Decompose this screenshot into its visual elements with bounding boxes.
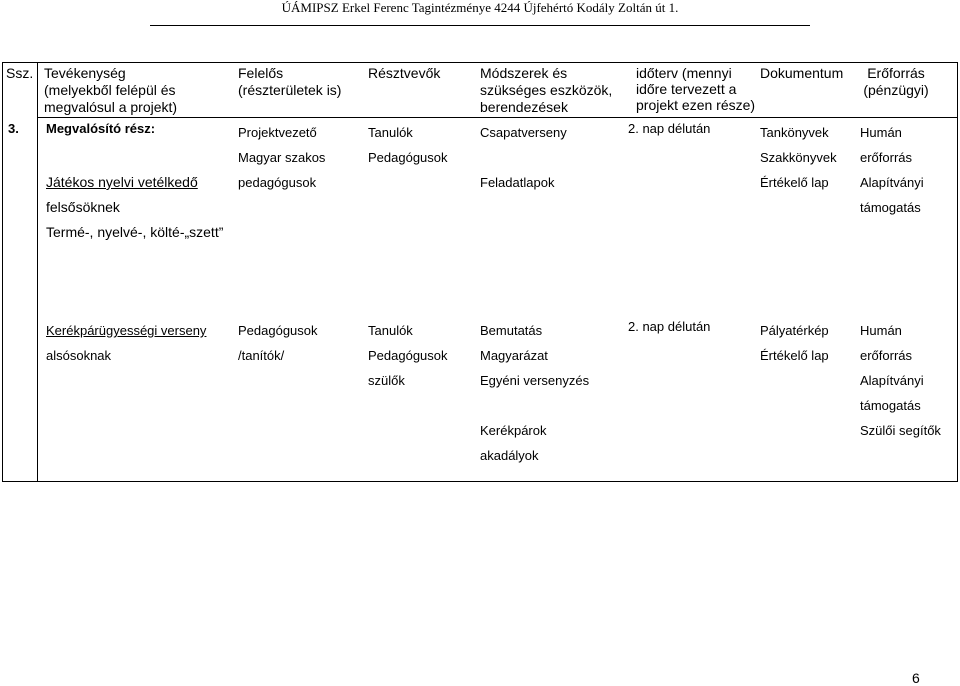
block2-participants-line: szülők: [368, 373, 405, 388]
block1-participants-line: Tanulók: [368, 125, 413, 140]
block1-responsible-line: Projektvezető: [238, 125, 317, 140]
block1-responsible-line: pedagógusok: [238, 175, 317, 190]
block2-activity-line: Kerékpárügyességi verseny: [46, 323, 207, 338]
block1-resources-line: Humán: [860, 125, 902, 140]
block1-documentation: [760, 120, 837, 195]
column-header-participants: Résztvevők: [368, 65, 441, 81]
column-header-schedule-line: időterv (mennyi: [636, 65, 732, 81]
column-header-methods-line: Módszerek és: [480, 65, 568, 81]
block2-schedule: 2. nap délután: [628, 319, 711, 334]
block1-responsible-line: Magyar szakos: [238, 150, 326, 165]
column-header-resources-line: Erőforrás: [867, 65, 925, 81]
column-header-responsible-line: Felelős: [238, 65, 284, 81]
block1-resources-line: támogatás: [860, 200, 921, 215]
header-row-divider: [37, 117, 958, 118]
block1-methods-line: Feladatlapok: [480, 175, 555, 190]
block1-activity-line: felsősöknek: [46, 199, 120, 215]
column-header-methods-line: szükséges eszközök,: [480, 82, 613, 98]
block2-resources-line: erőforrás: [860, 348, 913, 363]
block2-responsible: [238, 318, 318, 368]
block1-resources-line: Alapítványi: [860, 175, 924, 190]
column-header-ssz: Ssz.: [6, 65, 34, 81]
block2-methods-line: akadályok: [480, 448, 539, 463]
column-header-schedule-line: időre tervezett a: [636, 81, 737, 97]
block1-methods: [480, 120, 567, 195]
block2-activity-line: alsósoknak: [46, 348, 112, 363]
block2-resources-line: támogatás: [860, 398, 921, 413]
block2-resources-line: Alapítványi: [860, 373, 924, 388]
block2-responsible-line: /tanítók/: [238, 348, 285, 363]
block1-methods-line: Csapatverseny: [480, 125, 567, 140]
block1-resources-line: erőforrás: [860, 150, 913, 165]
column-header-activity-line: (melyekből felépül és: [44, 82, 176, 98]
page-number: 6: [912, 670, 920, 686]
block1-documentation-line: Tankönyvek: [760, 125, 829, 140]
block2-documentation-line: Pályatérkép: [760, 323, 829, 338]
column-header-methods: [480, 65, 612, 116]
section-number: 3.: [8, 121, 19, 136]
block2-documentation-line: Értékelő lap: [760, 348, 829, 363]
block2-participants: [368, 318, 448, 393]
block1-resources: [860, 120, 924, 220]
block2-activity: [46, 318, 206, 368]
block2-methods: [480, 318, 589, 468]
block2-participants-line: Pedagógusok: [368, 348, 448, 363]
column-header-documentation: Dokumentum: [760, 65, 844, 81]
block2-resources: [860, 318, 941, 443]
block2-methods-line: Magyarázat: [480, 348, 548, 363]
column-header-activity-line: Tevékenység: [44, 65, 126, 81]
column-header-resources-line: (pénzügyi): [863, 82, 929, 98]
block1-activity-line: Termé-, nyelvé-, költé-„szett”: [46, 224, 224, 240]
block2-responsible-line: Pedagógusok: [238, 323, 318, 338]
block2-documentation: [760, 318, 829, 368]
block2-resources-line: Humán: [860, 323, 902, 338]
column-divider-ssz: [37, 62, 38, 482]
column-header-activity: [44, 65, 177, 116]
header-title: ÚÁMIPSZ Erkel Ferenc Tagintézménye 4244 Újfehértó Kodály Zoltán út 1.: [281, 0, 679, 15]
block1-participants-line: Pedagógusok: [368, 150, 448, 165]
column-header-responsible: [238, 65, 341, 99]
column-header-methods-line: berendezések: [480, 99, 568, 115]
block2-methods-line: Kerékpárok: [480, 423, 547, 438]
block1-documentation-line: Szakkönyvek: [760, 150, 837, 165]
column-header-responsible-line: (részterületek is): [238, 82, 342, 98]
column-header-schedule: [636, 65, 755, 113]
block2-methods-line: Egyéni versenyzés: [480, 373, 590, 388]
block1-methods-spacer: [480, 145, 567, 170]
column-header-schedule-line: projekt ezen része): [636, 97, 756, 113]
block2-methods-line: Bemutatás: [480, 323, 543, 338]
header-rule: [150, 25, 810, 26]
block2-resources-line: Szülői segítők: [860, 423, 941, 438]
block2-methods-spacer: [480, 393, 589, 418]
block1-activity: [46, 170, 223, 245]
block1-schedule: 2. nap délután: [628, 121, 711, 136]
block1-activity-line: Játékos nyelvi vetélkedő: [46, 174, 198, 190]
block1-participants: [368, 120, 448, 170]
column-header-resources: [852, 65, 940, 99]
block2-participants-line: Tanulók: [368, 323, 413, 338]
block1-documentation-line: Értékelő lap: [760, 175, 829, 190]
column-header-activity-line: megvalósul a projekt): [44, 99, 178, 115]
section-title: Megvalósító rész:: [46, 121, 156, 136]
block1-responsible: [238, 120, 325, 195]
